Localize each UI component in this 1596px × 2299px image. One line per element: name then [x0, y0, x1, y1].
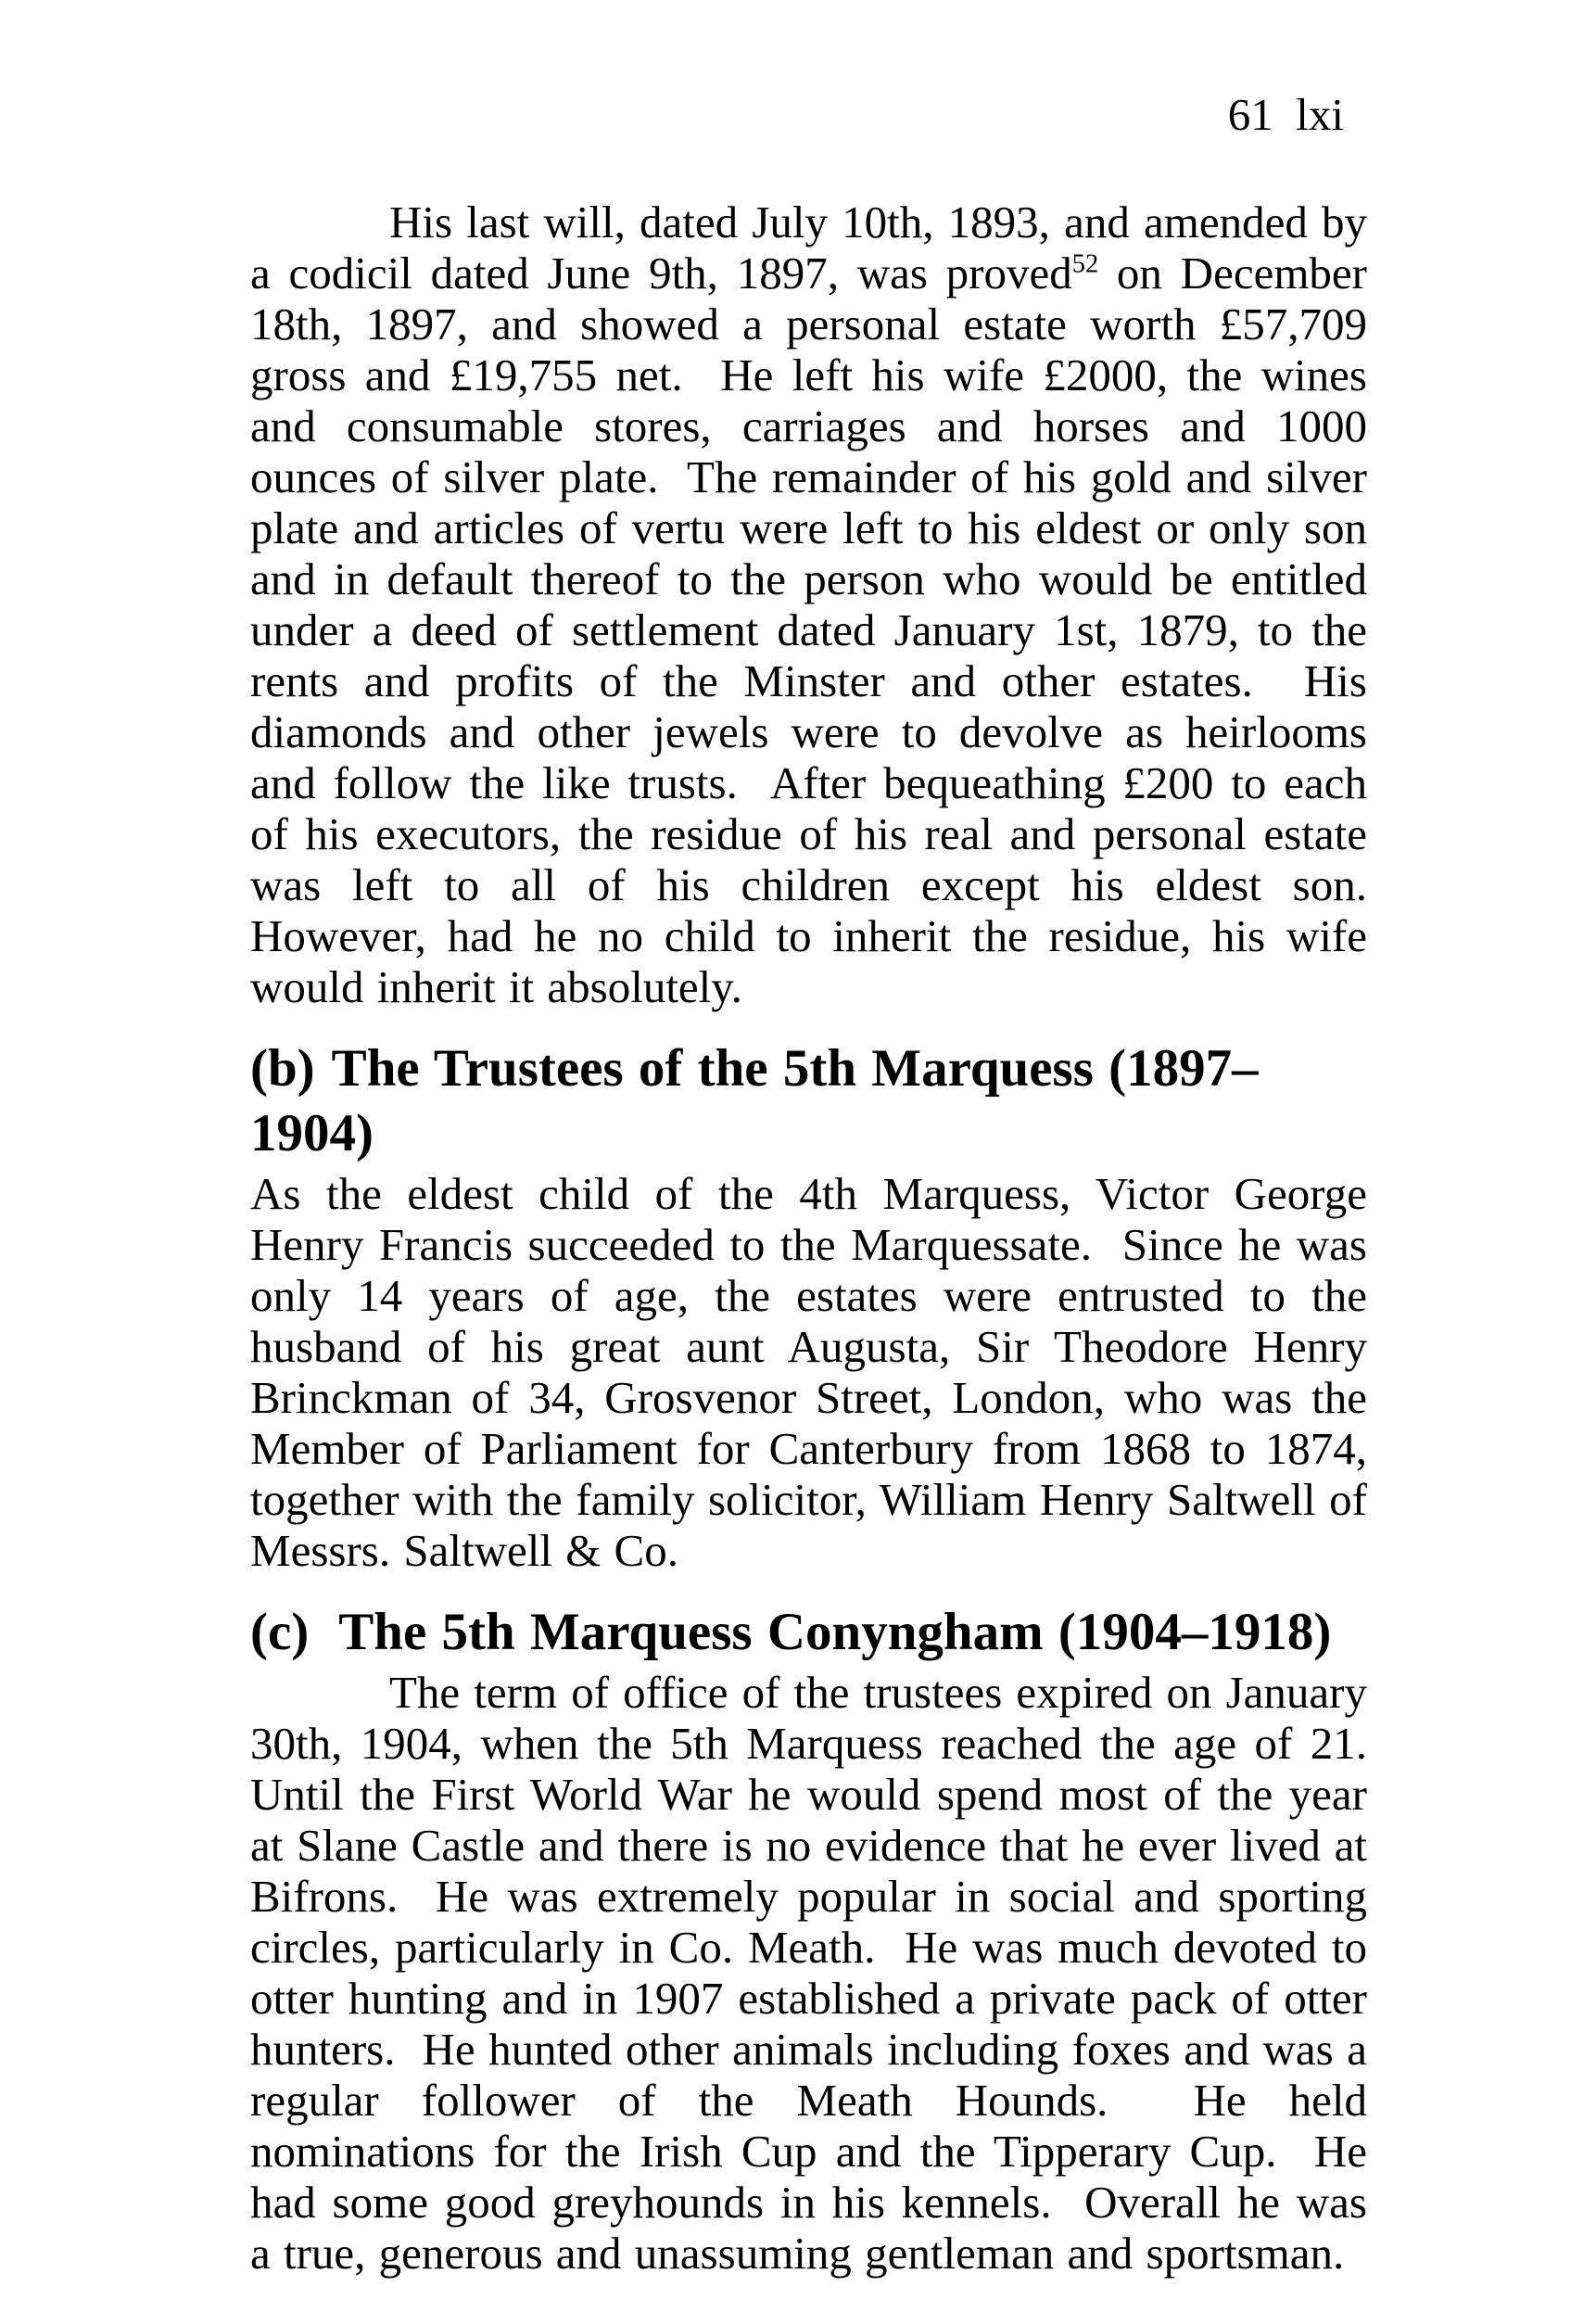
section-heading-c — [250, 1600, 1367, 1665]
section-heading-c-label: (c) — [250, 1603, 310, 1661]
paragraph-fifth-marquess: The term of office of the trustees expired on January 30th, 1904, when the 5th Marquess reached the age of 21. Until the First World War he would spend most of the year at Slane Castle and there is no evidence that he ever lived at Bifrons. He was extremely popular in social and sporting circles, particularly in Co. Meath. He was much devoted to otter hunting and in 1907 established a private pack of otter hunters. He hunted other animals including foxes and was a regular follower of the Meath Hounds. He held nominations for the Irish Cup and the Tipperary Cup. He had some good greyhounds in his kennels. Overall he was a true, generous and unassuming gentleman and sportsman. — [250, 1667, 1394, 2279]
page-number: 61 lxi — [1227, 89, 1344, 140]
document-body — [250, 197, 1394, 2279]
section-heading-b — [250, 1036, 1367, 1166]
paragraph-trustees: As the eldest child of the 4th Marquess, Victor George Henry Francis succeeded to the Marquessate. Since he was only 14 years of age, the estates were entrusted to the husband of his great aunt Augusta, Sir Theodore Henry Brinckman of 34, Grosvenor Street, London, who was the Member of Parliament for Canterbury from 1868 to 1874, together with the family solicitor, William Henry Saltwell of Messrs. Saltwell & Co. — [250, 1168, 1381, 1576]
section-heading-b-label: (b) — [250, 1039, 315, 1098]
paragraph-last-will-text-before-footnote: His last will, dated July 10th, 1893, and amended by a codicil dated June 9th, 1897, was proved — [250, 197, 1381, 298]
paragraph-last-will — [250, 197, 1394, 1012]
paragraph-last-will-text-after-footnote: on December 18th, 1897, and showed a personal estate worth £57,709 gross and £19,755 net. He left his wife £2000, the wines and consumable stores, carriages and horses and 1000 ounces of silver plate. The remainder of his gold and silver plate and articles of vertu were left to his eldest or only son and in default thereof to the person who would be entitled under a deed of settlement dated January 1st, 1879, to the rents and profits of the Minster and other estates. His diamonds and other jewels were to devolve as heirlooms and follow the like trusts. After bequeathing £200 to each of his executors, the residue of his real and personal estate was left to all of his children except his eldest son. However, had he no child to inherit the residue, his wife would inherit it absolutely. — [250, 248, 1394, 1012]
footnote-reference-52: 52 — [1071, 249, 1099, 279]
section-heading-b-title: The Trustees of the 5th Marquess (1897–1904) — [250, 1039, 1259, 1162]
section-heading-c-title: The 5th Marquess Conyngham (1904–1918) — [338, 1603, 1332, 1661]
